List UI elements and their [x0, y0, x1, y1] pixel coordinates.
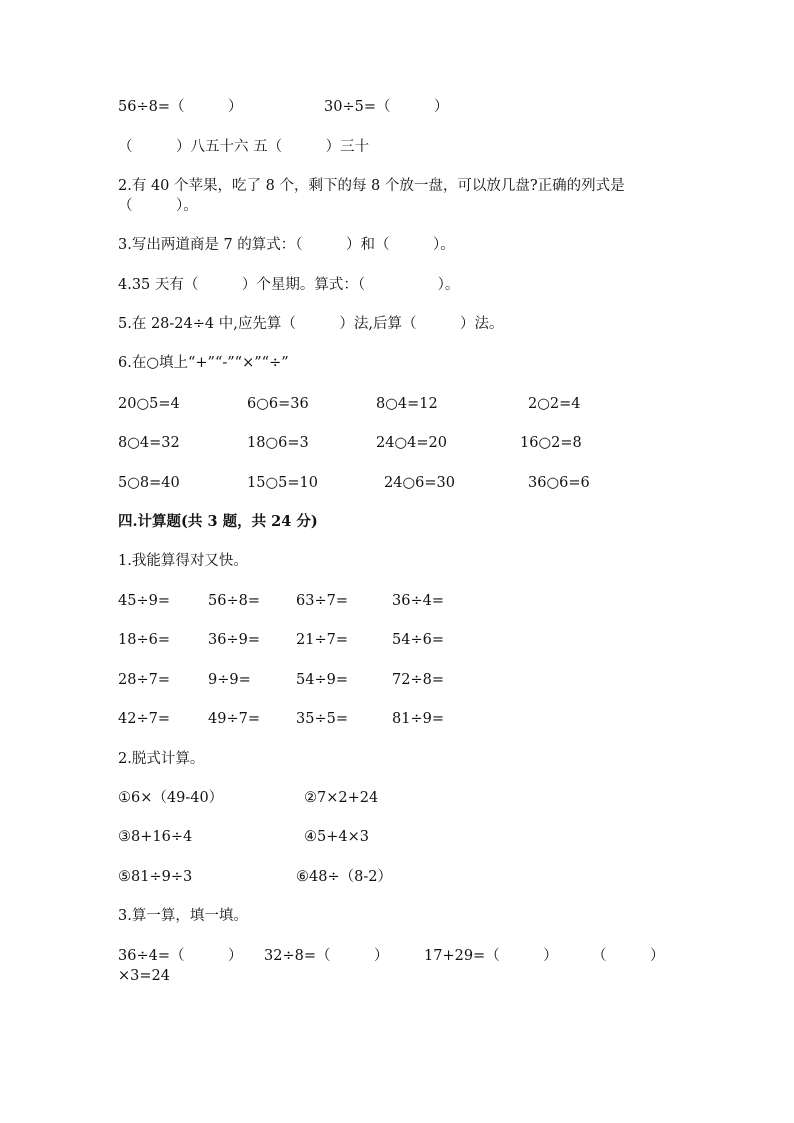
- s4-q1-cell: 36÷9=: [208, 632, 260, 648]
- s4-q3-item-wrap: ×3=24: [118, 968, 170, 984]
- q2-text-line1: 2.有 40 个苹果，吃了 8 个，剩下的每 8 个放一盘，可以放几盘?正确的列式是: [118, 178, 625, 194]
- q6-cell: 24○6=30: [384, 475, 455, 491]
- q4-text: 4.35 天有（ ）个星期。算式：（ ）。: [118, 277, 460, 293]
- q6-cell: 24○4=20: [376, 435, 447, 451]
- q6-title: 6.在○填上“+”“-”“×”“÷”: [118, 355, 289, 371]
- s4-q1-cell: 54÷9=: [296, 672, 348, 688]
- q6-cell: 20○5=4: [118, 396, 180, 412]
- s4-q1-cell: 72÷8=: [392, 672, 444, 688]
- q6-cell: 5○8=40: [118, 475, 180, 491]
- q1-item-a: 56÷8=（ ）: [118, 99, 243, 115]
- q2-text-line2: （ ）。: [118, 198, 198, 214]
- s4-q1-cell: 35÷5=: [296, 711, 348, 727]
- q6-cell: 18○6=3: [247, 435, 309, 451]
- s4-q1-cell: 81÷9=: [392, 711, 444, 727]
- s4-q3-item: 36÷4=（ ）: [118, 948, 243, 964]
- s4-q1-cell: 18÷6=: [118, 632, 170, 648]
- s4-q1-cell: 42÷7=: [118, 711, 170, 727]
- q6-cell: 36○6=6: [528, 475, 590, 491]
- s4-q3-item: 32÷8=（ ）: [264, 948, 389, 964]
- s4-q1-cell: 21÷7=: [296, 632, 348, 648]
- s4-q1-title: 1.我能算得对又快。: [118, 553, 248, 569]
- s4-q1-cell: 54÷6=: [392, 632, 444, 648]
- q6-cell: 15○5=10: [247, 475, 318, 491]
- q6-cell: 8○4=32: [118, 435, 180, 451]
- q6-cell: 16○2=8: [520, 435, 582, 451]
- q6-cell: 8○4=12: [376, 396, 438, 412]
- s4-q3-item: （ ）: [592, 948, 665, 964]
- s4-q1-cell: 56÷8=: [208, 593, 260, 609]
- q3-text: 3.写出两道商是 7 的算式：（ ）和（ ）。: [118, 237, 455, 253]
- s4-q3-title: 3.算一算，填一填。: [118, 908, 248, 924]
- s4-q1-cell: 36÷4=: [392, 593, 444, 609]
- s4-q2-cell: ⑥48÷（8-2）: [296, 869, 392, 885]
- s4-q2-cell: ②7×2+24: [304, 790, 379, 806]
- s4-q1-cell: 45÷9=: [118, 593, 170, 609]
- s4-q3-item: 17+29=（ ）: [424, 948, 558, 964]
- q1-item-b: 30÷5=（ ）: [324, 99, 449, 115]
- q6-cell: 6○6=36: [247, 396, 309, 412]
- s4-q2-cell: ⑤81÷9÷3: [118, 869, 193, 885]
- s4-q1-cell: 49÷7=: [208, 711, 260, 727]
- q5-text: 5.在 28-24÷4 中,应先算（ ）法,后算（ ）法。: [118, 316, 504, 332]
- section-4-title: 四.计算题(共 3 题，共 24 分): [118, 513, 318, 530]
- s4-q2-cell: ③8+16÷4: [118, 829, 193, 845]
- s4-q1-cell: 28÷7=: [118, 672, 170, 688]
- s4-q2-cell: ①6×（49-40）: [118, 790, 224, 806]
- q1-multiplication-rhyme: （ ）八五十六 五（ ）三十: [118, 139, 370, 155]
- q6-cell: 2○2=4: [528, 396, 581, 412]
- s4-q1-cell: 9÷9=: [208, 672, 251, 688]
- s4-q2-title: 2.脱式计算。: [118, 751, 205, 767]
- s4-q2-cell: ④5+4×3: [304, 829, 369, 845]
- s4-q1-cell: 63÷7=: [296, 593, 348, 609]
